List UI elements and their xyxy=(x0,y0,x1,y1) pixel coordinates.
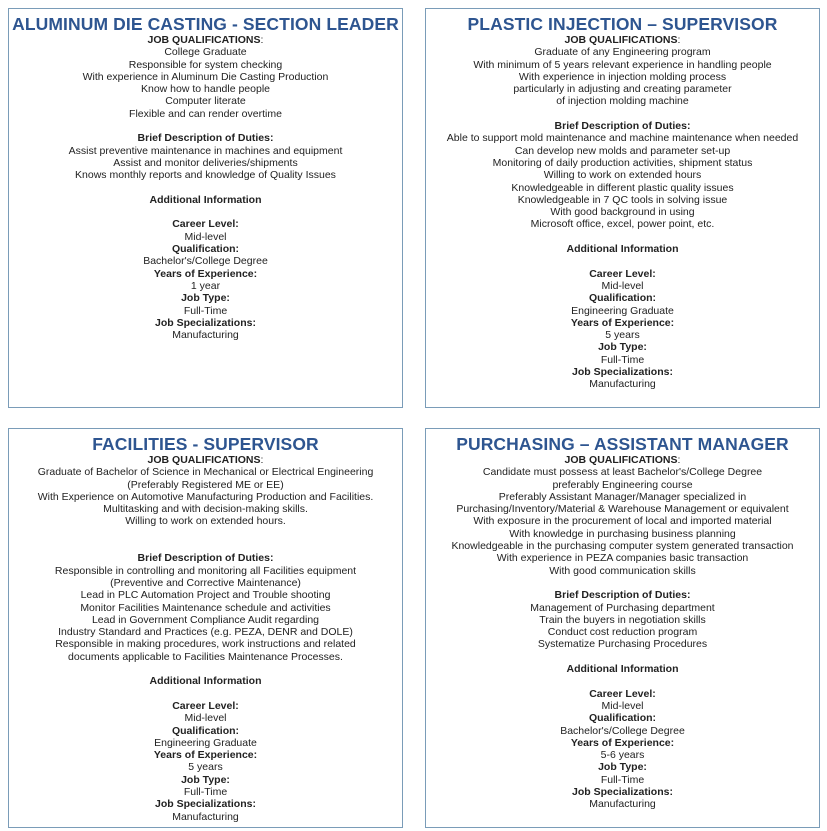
qualifications-label: JOB QUALIFICATIONS xyxy=(147,454,261,466)
job-card-plastic-injection xyxy=(425,8,820,408)
qualifications-heading: JOB QUALIFICATIONS: xyxy=(564,454,681,466)
qualification-item: With experience in Aluminum Die Casting Production xyxy=(82,70,329,83)
qualification-value: Bachelor's/College Degree xyxy=(143,255,268,268)
duty-item: Monitor Facilities Maintenance schedule and activities xyxy=(80,601,331,614)
duty-item: Monitoring of daily production activities, shipment status xyxy=(492,156,753,169)
experience-value: 1 year xyxy=(190,279,221,292)
duty-item: Industry Standard and Practices (e.g. PEZA, DENR and DOLE) xyxy=(58,626,353,639)
specializations-label: Job Specializations: xyxy=(155,316,256,329)
duty-item: documents applicable to Facilities Maintenance Processes. xyxy=(68,650,343,663)
job-type-label: Job Type: xyxy=(181,292,230,305)
qualifications-label: JOB QUALIFICATIONS xyxy=(564,34,678,46)
job-type-value: Full-Time xyxy=(600,773,645,786)
qualifications-heading: JOB QUALIFICATIONS: xyxy=(147,454,264,466)
qualification-item: With good communication skills xyxy=(549,564,696,577)
duty-item: Systematize Purchasing Procedures xyxy=(537,638,708,651)
qualification-label: Qualification: xyxy=(588,292,657,305)
duty-item: Conduct cost reduction program xyxy=(547,626,698,639)
qualification-item: With experience in PEZA companies basic transaction xyxy=(496,552,749,565)
qualification-item: With knowledge in purchasing business planning xyxy=(509,527,736,540)
specializations-value: Manufacturing xyxy=(589,798,656,811)
duty-item: (Preventive and Corrective Maintenance) xyxy=(110,576,301,589)
job-type-label: Job Type: xyxy=(598,761,647,774)
job-type-value: Full-Time xyxy=(183,304,228,317)
duty-item: Management of Purchasing department xyxy=(530,601,715,614)
specializations-label: Job Specializations: xyxy=(572,786,673,799)
career-level-label: Career Level: xyxy=(172,218,239,231)
job-type-value: Full-Time xyxy=(183,786,228,799)
qualification-value: Bachelor's/College Degree xyxy=(560,724,685,737)
qualification-item: Knowledgeable in the purchasing computer system generated transaction xyxy=(451,540,794,553)
job-title: PURCHASING – ASSISTANT MANAGER xyxy=(456,434,789,454)
additional-info-heading: Additional Information xyxy=(566,663,679,676)
experience-value: 5-6 years xyxy=(600,749,645,762)
experience-value: 5 years xyxy=(605,329,640,342)
qualification-item: Graduate of Bachelor of Science in Mechanical or Electrical Engineering xyxy=(37,466,374,479)
career-level-value: Mid-level xyxy=(184,230,227,243)
qualification-item: Flexible and can render overtime xyxy=(129,107,282,120)
qualification-item: (Preferably Registered ME or EE) xyxy=(127,478,284,491)
duty-item: Assist preventive maintenance in machines and equipment xyxy=(68,144,343,157)
duty-item: Knowledgeable in different plastic quality issues xyxy=(511,181,734,194)
duty-item: Microsoft office, excel, power point, etc. xyxy=(530,218,715,231)
duty-item: Responsible in controlling and monitoring all Facilities equipment xyxy=(54,564,357,577)
experience-value: 5 years xyxy=(188,761,223,774)
job-type-value: Full-Time xyxy=(600,353,645,366)
duty-item: Train the buyers in negotiation skills xyxy=(539,613,706,626)
job-card-facilities xyxy=(8,428,403,828)
duty-item: Knows monthly reports and knowledge of Quality Issues xyxy=(75,169,336,182)
duty-item: Responsible in making procedures, work instructions and related xyxy=(55,638,356,651)
qualifications-label: JOB QUALIFICATIONS xyxy=(147,34,261,46)
job-card-purchasing xyxy=(425,428,820,828)
job-type-label: Job Type: xyxy=(181,773,230,786)
job-title: PLASTIC INJECTION – SUPERVISOR xyxy=(467,14,778,34)
specializations-value: Manufacturing xyxy=(172,810,239,823)
duties-heading: Brief Description of Duties: xyxy=(137,132,274,145)
experience-label: Years of Experience: xyxy=(570,316,675,329)
duty-item: Assist and monitor deliveries/shipments xyxy=(113,156,298,169)
qualification-item: Know how to handle people xyxy=(140,83,270,96)
qualification-item: Candidate must possess at least Bachelor's/College Degree xyxy=(482,466,763,479)
specializations-value: Manufacturing xyxy=(172,329,239,342)
duty-item: Lead in Government Compliance Audit regarding xyxy=(91,613,320,626)
qualification-value: Engineering Graduate xyxy=(571,304,674,317)
qualification-item: With minimum of 5 years relevant experience in handling people xyxy=(473,58,772,71)
experience-label: Years of Experience: xyxy=(570,736,675,749)
career-level-label: Career Level: xyxy=(589,267,656,280)
career-level-label: Career Level: xyxy=(172,699,239,712)
qualification-item: Computer literate xyxy=(165,95,246,108)
job-title: FACILITIES - SUPERVISOR xyxy=(92,434,319,454)
specializations-value: Manufacturing xyxy=(589,378,656,391)
duty-item: Willing to work on extended hours xyxy=(543,169,702,182)
qualification-item: With exposure in the procurement of local and imported material xyxy=(473,515,772,528)
duties-heading: Brief Description of Duties: xyxy=(554,589,691,602)
qualification-item: College Graduate xyxy=(164,46,247,59)
qualification-value: Engineering Graduate xyxy=(154,736,257,749)
qualification-item: Preferably Assistant Manager/Manager specialized in xyxy=(498,490,747,503)
qualification-item: preferably Engineering course xyxy=(552,478,693,491)
duties-heading: Brief Description of Duties: xyxy=(554,120,691,133)
qualification-item: particularly in adjusting and creating parameter xyxy=(513,83,732,96)
qualification-item: Purchasing/Inventory/Material & Warehouse Management or equivalent xyxy=(456,503,789,516)
qualification-label: Qualification: xyxy=(171,243,240,256)
qualification-item: of injection molding machine xyxy=(556,95,689,108)
job-title: ALUMINUM DIE CASTING - SECTION LEADER xyxy=(12,14,399,34)
experience-label: Years of Experience: xyxy=(153,267,258,280)
duty-item: Knowledgeable in 7 QC tools in solving issue xyxy=(517,193,728,206)
duty-item: Can develop new molds and parameter set-up xyxy=(514,144,731,157)
job-type-label: Job Type: xyxy=(598,341,647,354)
qualifications-heading: JOB QUALIFICATIONS: xyxy=(147,34,264,46)
additional-info-heading: Additional Information xyxy=(149,675,262,688)
experience-label: Years of Experience: xyxy=(153,749,258,762)
career-level-label: Career Level: xyxy=(589,687,656,700)
qualification-item: With Experience on Automotive Manufacturing Production and Facilities. xyxy=(37,490,374,503)
career-level-value: Mid-level xyxy=(184,712,227,725)
duties-heading: Brief Description of Duties: xyxy=(137,552,274,565)
qualification-item: Willing to work on extended hours. xyxy=(125,515,286,528)
qualification-item: Graduate of any Engineering program xyxy=(534,46,711,59)
qualification-item: Responsible for system checking xyxy=(128,58,283,71)
specializations-label: Job Specializations: xyxy=(572,366,673,379)
qualifications-label: JOB QUALIFICATIONS xyxy=(564,454,678,466)
additional-info-heading: Additional Information xyxy=(149,193,262,206)
qualification-label: Qualification: xyxy=(588,712,657,725)
career-level-value: Mid-level xyxy=(601,699,644,712)
additional-info-heading: Additional Information xyxy=(566,243,679,256)
job-card-aluminum-die-casting xyxy=(8,8,403,408)
duty-item: Lead in PLC Automation Project and Trouble shooting xyxy=(80,589,331,602)
specializations-label: Job Specializations: xyxy=(155,798,256,811)
duty-item: Able to support mold maintenance and machine maintenance when needed xyxy=(446,132,799,145)
career-level-value: Mid-level xyxy=(601,279,644,292)
qualification-label: Qualification: xyxy=(171,724,240,737)
qualification-item: Multitasking and with decision-making skills. xyxy=(103,503,308,516)
qualification-item: With experience in injection molding process xyxy=(518,70,727,83)
duty-item: With good background in using xyxy=(550,206,695,219)
qualifications-heading: JOB QUALIFICATIONS: xyxy=(564,34,681,46)
